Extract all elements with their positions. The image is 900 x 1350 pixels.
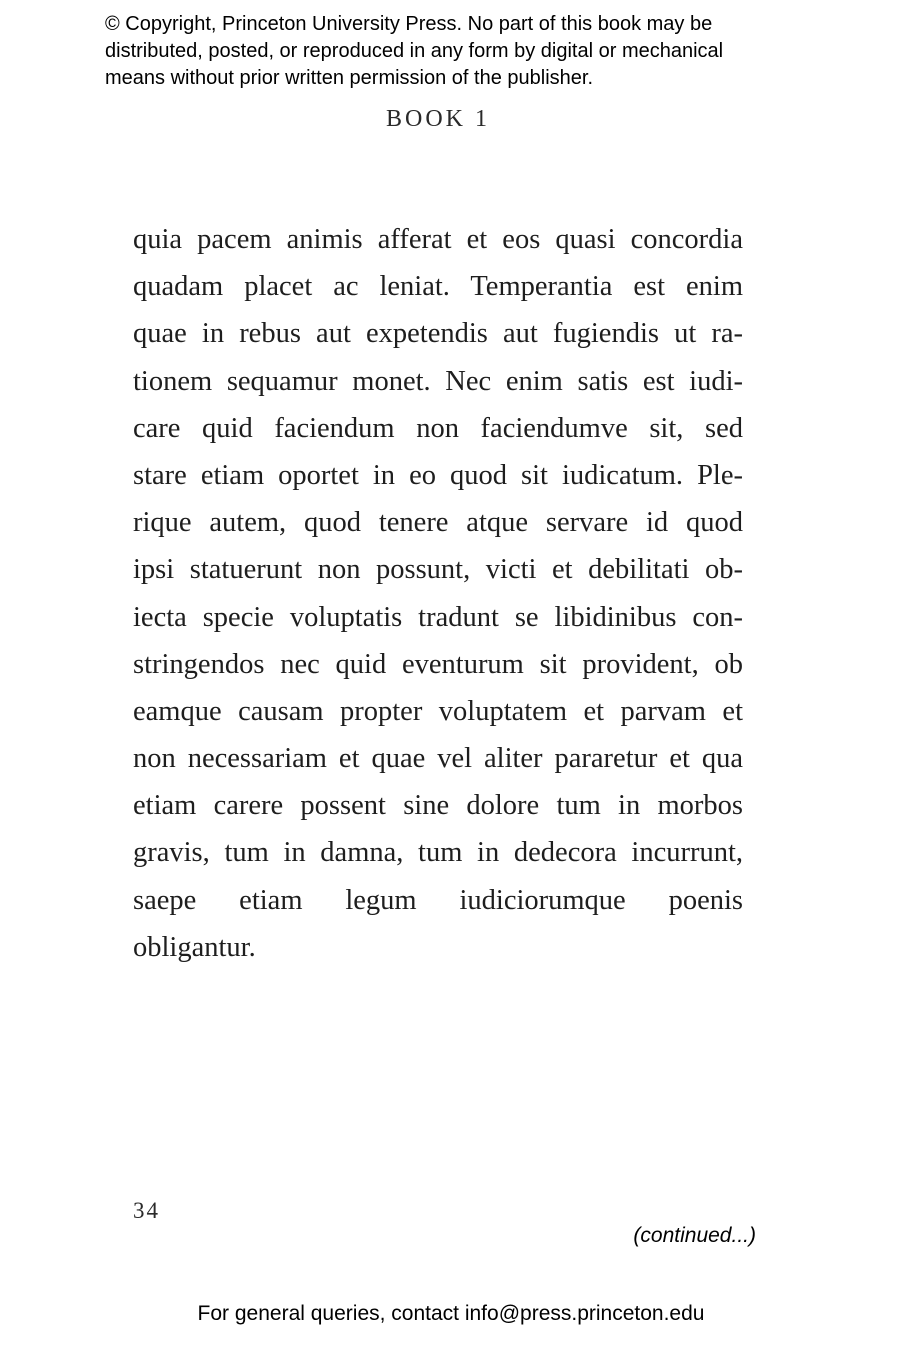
text-line: iecta specie voluptatis tradunt se libidinibus con- (133, 601, 743, 633)
text-line: care quid faciendum non faciendumve sit, sed (133, 412, 743, 444)
text-line: quae in rebus aut expetendis aut fugiendis ut ra- (133, 318, 743, 350)
copyright-line: © Copyright, Princeton University Press. No part of this book may be (105, 13, 713, 35)
copyright-notice (105, 11, 825, 92)
text-line: stringendos nec quid eventurum sit provident, ob (133, 648, 743, 680)
copyright-line: means without prior written permission of the publisher. (105, 67, 594, 89)
copyright-line: distributed, posted, or reproduced in any form by digital or mechanical (105, 40, 724, 62)
text-line: etiam carere possent sine dolore tum in morbos (133, 790, 743, 822)
text-line: obligantur. (133, 931, 256, 963)
text-line: eamque causam propter voluptatem et parvam et (133, 695, 743, 727)
text-line: quadam placet ac leniat. Temperantia est enim (133, 271, 743, 303)
text-line: gravis, tum in damna, tum in dedecora incurrunt, (133, 837, 743, 869)
continued-note: (continued...) (633, 1224, 756, 1247)
page-number: 34 (133, 1198, 160, 1223)
text-line: non necessariam et quae vel aliter pararetur et qua (133, 743, 743, 775)
text-line: tionem sequamur monet. Nec enim satis est iudi- (133, 365, 743, 397)
footer-contact: For general queries, contact info@press.princeton.edu (197, 1302, 705, 1325)
text-line: rique autem, quod tenere atque servare id quod (133, 507, 743, 539)
running-head: BOOK 1 (385, 106, 490, 132)
body-paragraph (133, 216, 743, 971)
text-line: quia pacem animis afferat et eos quasi concordia (133, 224, 743, 255)
text-line: stare etiam oportet in eo quod sit iudicatum. Ple- (133, 459, 743, 491)
text-line: ipsi statuerunt non possunt, victi et debilitati ob- (133, 554, 743, 586)
text-line: saepe etiam legum iudiciorumque poenis (133, 884, 743, 916)
